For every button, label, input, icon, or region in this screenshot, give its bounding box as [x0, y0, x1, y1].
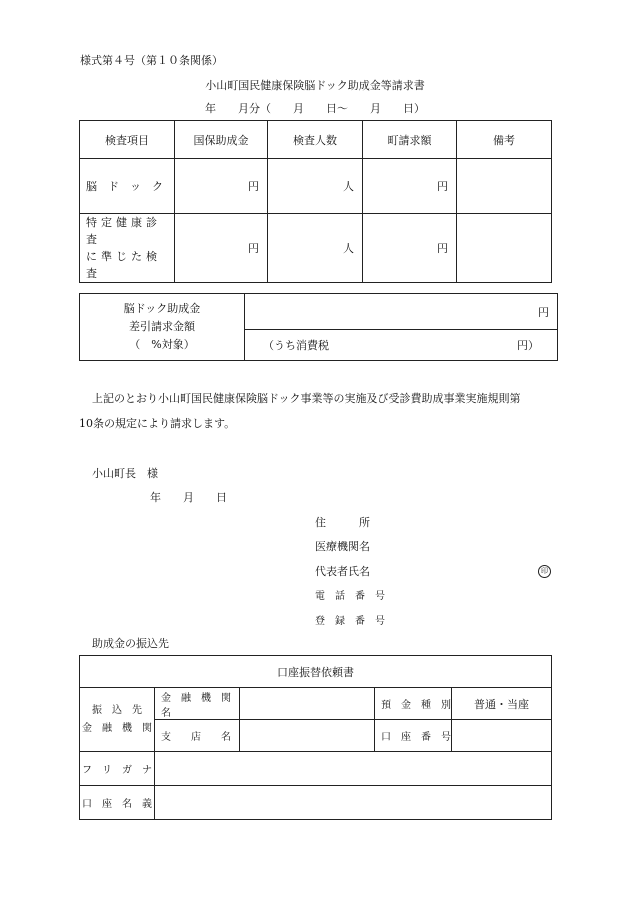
row-count[interactable]: 人 [268, 214, 363, 283]
summary-tax[interactable] [245, 330, 558, 361]
row-item [80, 214, 175, 283]
header-amount: 町請求額 [363, 121, 457, 159]
bank-label-line2: 金 融 機 関 [82, 722, 152, 734]
row-item: 脳 ド ッ ク [80, 159, 175, 214]
account-number-field[interactable] [452, 720, 552, 752]
row-amount[interactable]: 円 [363, 214, 457, 283]
bank-table-title: 口座振替依頼書 [80, 656, 552, 688]
tax-unit: 円） [517, 339, 539, 352]
address-label: 住 所 [315, 516, 370, 529]
row-item-line1: 特定健康診査 [86, 216, 161, 246]
summary-label-line3: （ %対象） [129, 338, 195, 351]
representative-label: 代表者氏名 [315, 565, 370, 578]
row-count[interactable]: 人 [268, 159, 363, 214]
bank-label-line1: 振 込 先 [92, 704, 142, 716]
branch-label: 支 店 名 [155, 720, 240, 752]
date-line: 年 月 日 [150, 491, 227, 504]
inspection-table [79, 120, 552, 283]
table-row [80, 159, 552, 214]
document-title: 小山町国民健康保険脳ドック助成金等請求書 [205, 79, 425, 92]
header-count: 検査人数 [268, 121, 363, 159]
account-number-label: 口 座 番 号 [375, 720, 452, 752]
summary-amount[interactable]: 円 [245, 294, 558, 330]
furigana-label: フ リ ガ ナ [80, 752, 155, 786]
tax-label: （うち消費税 [263, 339, 329, 352]
bank-name-label: 金 融 機 関 名 [155, 688, 240, 720]
row-subsidy[interactable]: 円 [175, 214, 268, 283]
branch-field[interactable] [240, 720, 375, 752]
header-note: 備考 [457, 121, 552, 159]
row-subsidy[interactable]: 円 [175, 159, 268, 214]
furigana-field[interactable] [155, 752, 552, 786]
phone-label: 電 話 番 号 [315, 591, 385, 602]
bank-name-field[interactable] [240, 688, 375, 720]
bank-transfer-table [79, 655, 552, 820]
row-amount[interactable]: 円 [363, 159, 457, 214]
account-name-label: 口 座 名 義 [80, 786, 155, 820]
deposit-type-value[interactable]: 普通・当座 [452, 688, 552, 720]
summary-label-line1: 脳ドック助成金 [123, 302, 201, 315]
account-name-field[interactable] [155, 786, 552, 820]
institution-label: 医療機関名 [315, 540, 370, 553]
summary-label [80, 294, 245, 361]
billing-period: 年 月分（ 月 日〜 月 日） [205, 102, 425, 115]
row-item-line2: に準じた検査 [86, 250, 161, 280]
row-note[interactable] [457, 159, 552, 214]
registration-label: 登 録 番 号 [315, 616, 385, 627]
bank-label [80, 688, 155, 752]
form-number: 様式第４号（第１０条関係） [80, 54, 223, 67]
summary-table [79, 293, 558, 361]
addressee: 小山町長 様 [92, 467, 158, 480]
seal-icon: 印 [538, 563, 551, 578]
summary-label-line2: 差引請求金額 [129, 320, 195, 333]
header-subsidy: 国保助成金 [175, 121, 268, 159]
row-note[interactable] [457, 214, 552, 283]
transfer-heading: 助成金の振込先 [92, 637, 169, 650]
header-item: 検査項目 [80, 121, 175, 159]
body-text-line1: 上記のとおり小山町国民健康保険脳ドック事業等の実施及び受診費助成事業実施規則第 [92, 392, 521, 405]
body-text-line2: 10条の規定により請求します。 [79, 417, 236, 430]
table-row [80, 214, 552, 283]
deposit-type-label: 預 金 種 別 [375, 688, 452, 720]
